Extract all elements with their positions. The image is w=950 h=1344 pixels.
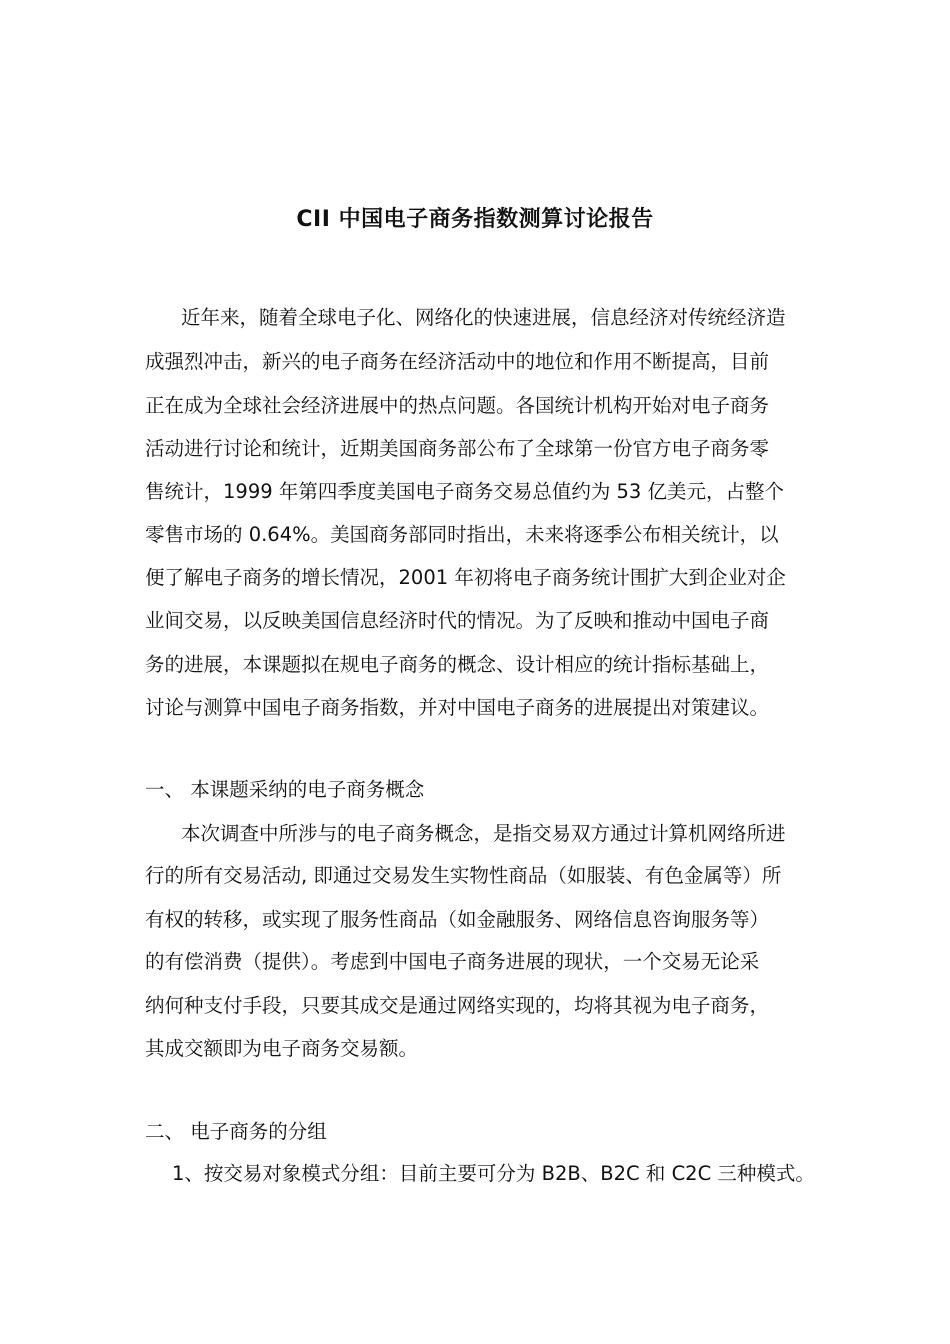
intro-line: 务的进展，本课题拟在规电子商务的概念、设计相应的统计指标基础上， — [145, 653, 770, 676]
section1-line: 的有偿消费（提供）。考虑到中国电子商务进展的现状，一个交易无论采 — [145, 950, 760, 973]
intro-line: 便了解电子商务的增长情况，2001 年初将电子商务统计围扩大到企业对企 — [145, 566, 786, 589]
section-heading: 一、 本课题采纳的电子商务概念 — [145, 778, 425, 801]
intro-line: 售统计，1999 年第四季度美国电子商务交易总值约为 53 亿美元，占整个 — [145, 480, 785, 503]
section1-line: 纳何种支付手段，只要其成交是通过网络实现的，均将其视为电子商务， — [145, 994, 770, 1017]
intro-line: 成强烈冲击，新兴的电子商务在经济活动中的地位和作用不断提高，目前 — [145, 350, 770, 373]
intro-line: 讨论与测算中国电子商务指数，并对中国电子商务的进展提出对策建议。 — [145, 696, 770, 719]
intro-line: 正在成为全球社会经济进展中的热点问题。各国统计机构开始对电子商务 — [145, 394, 770, 417]
section-heading: 二、 电子商务的分组 — [145, 1120, 327, 1143]
intro-line: 活动进行讨论和统计，近期美国商务部公布了全球第一份官方电子商务零 — [145, 437, 770, 460]
section1-line: 本次调查中所涉与的电子商务概念，是指交易双方通过计算机网络所进 — [181, 822, 786, 845]
intro-line: 业间交易，以反映美国信息经济时代的情况。为了反映和推动中国电子商 — [145, 609, 770, 632]
section1-line: 行的所有交易活动, 即通过交易发生实物性商品（如服装、有色金属等）所 — [145, 864, 782, 887]
document-title: CII 中国电子商务指数测算讨论报告 — [296, 207, 654, 232]
section1-line: 有权的转移，或实现了服务性商品（如金融服务、网络信息咨询服务等） — [145, 908, 770, 931]
section1-line: 其成交额即为电子商务交易额。 — [145, 1037, 419, 1060]
section2-line: 1、按交易对象模式分组：目前主要可分为 B2B、B2C 和 C2C 三种模式。 — [172, 1162, 815, 1185]
intro-line: 近年来，随着全球电子化、网络化的快速进展，信息经济对传统经济造 — [181, 306, 786, 329]
intro-line: 零售市场的 0.64%。美国商务部同时指出，未来将逐季公布相关统计，以 — [145, 523, 779, 546]
